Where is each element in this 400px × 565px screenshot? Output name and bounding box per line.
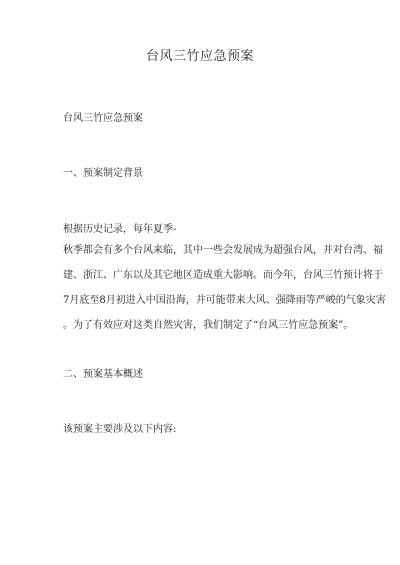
section-2-heading: 二、预案基本概述 xyxy=(63,369,143,380)
section-2-intro: 该预案主要涉及以下内容: xyxy=(63,424,177,435)
document-subtitle: 台风三竹应急预案 xyxy=(63,113,143,124)
section-1-paragraph-line-1: 根据历史记录，每年夏季- xyxy=(63,224,177,235)
section-1-paragraph-line-3: 建、浙江、广东以及其它地区造成重大影响。而今年，台风三竹预计将于 xyxy=(63,270,383,281)
section-1-paragraph-line-5: 。为了有效应对这类自然灾害，我们制定了“台风三竹应急预案”。 xyxy=(63,320,354,331)
section-1-heading: 一、预案制定背景 xyxy=(63,168,143,179)
section-1-paragraph-line-4: 7月底至8月初进入中国沿海，并可能带来大风、强降雨等严峻的气象灾害 xyxy=(63,295,386,306)
document-title: 台风三竹应急预案 xyxy=(145,49,254,64)
section-1-paragraph-line-2: 秋季都会有多个台风来临，其中一些会发展成为超强台风，并对台湾、福 xyxy=(63,245,383,256)
